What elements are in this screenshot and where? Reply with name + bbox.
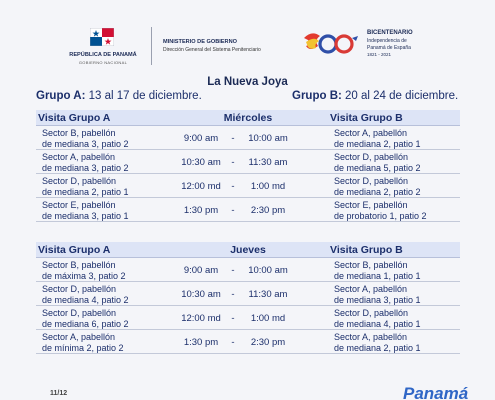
schedule-row xyxy=(36,198,460,222)
start-time: 9:00 am xyxy=(183,265,219,276)
bicentenary-years: 1821 - 2021 xyxy=(367,52,392,57)
group-b-location: Sector A, pabellón de mediana 3, patio 1 xyxy=(334,284,421,305)
panama-flag-icon xyxy=(90,28,114,46)
group-b-column-header: Visita Grupo B xyxy=(330,112,403,124)
end-time: 2:30 pm xyxy=(250,205,286,216)
start-time: 10:30 am xyxy=(181,157,221,168)
schedule-header xyxy=(36,110,460,126)
group-a-location: Sector B, pabellón de máxima 3, patio 2 xyxy=(42,260,126,281)
time-separator: - xyxy=(231,205,235,216)
time-separator: - xyxy=(231,133,235,144)
end-time: 10:00 am xyxy=(248,265,288,276)
republic-name: REPÚBLICA DE PANAMÁ xyxy=(69,52,137,58)
group-b-label: Grupo B: xyxy=(292,90,342,102)
group-b-location: Sector D, pabellón de mediana 4, patio 1 xyxy=(334,308,421,329)
ministry-subtitle: Dirección General del Sistema Penitenciario xyxy=(163,47,261,53)
group-b-dates xyxy=(292,90,458,102)
group-a-label: Grupo A: xyxy=(36,90,86,102)
start-time: 9:00 am xyxy=(183,133,219,144)
bicentenary-line-2: Panamá de España xyxy=(367,45,411,51)
end-time: 11:30 am xyxy=(248,289,288,300)
group-b-column-header: Visita Grupo B xyxy=(330,244,403,256)
schedule-row xyxy=(36,174,460,198)
time-separator: - xyxy=(231,181,235,192)
end-time: 10:00 am xyxy=(248,133,288,144)
start-time: 1:30 pm xyxy=(183,205,219,216)
group-a-location: Sector B, pabellón de mediana 3, patio 2 xyxy=(42,128,129,149)
bicentenary-line-1: Independencia de xyxy=(367,38,407,44)
group-b-location: Sector D, pabellón de mediana 2, patio 2 xyxy=(334,176,421,197)
end-time: 11:30 am xyxy=(248,157,288,168)
end-time: 1:00 md xyxy=(250,313,286,324)
time-separator: - xyxy=(231,265,235,276)
group-a-column-header: Visita Grupo A xyxy=(38,244,111,256)
group-a-column-header: Visita Grupo A xyxy=(38,112,111,124)
schedule-row xyxy=(36,150,460,174)
schedule-row xyxy=(36,330,460,354)
day-label: Jueves xyxy=(230,244,266,256)
group-a-location: Sector D, pabellón de mediana 4, patio 2 xyxy=(42,284,129,305)
group-a-location: Sector D, pabellón de mediana 6, patio 2 xyxy=(42,308,129,329)
end-time: 2:30 pm xyxy=(250,337,286,348)
group-b-location: Sector B, pabellón de mediana 1, patio 1 xyxy=(334,260,421,281)
republic-subtitle: GOBIERNO NACIONAL xyxy=(78,60,128,65)
panama-brand-logo: Panamá xyxy=(403,384,469,400)
group-a-range: 13 al 17 de diciembre. xyxy=(88,90,202,102)
ministry-name: MINISTERIO DE GOBIERNO xyxy=(163,39,237,45)
group-b-location: Sector A, pabellón de mediana 2, patio 1 xyxy=(334,332,421,353)
start-time: 10:30 am xyxy=(181,289,221,300)
end-time: 1:00 md xyxy=(250,181,286,192)
schedule-row xyxy=(36,306,460,330)
time-separator: - xyxy=(231,337,235,348)
header xyxy=(0,22,495,72)
schedule-row xyxy=(36,282,460,306)
group-a-dates xyxy=(36,90,202,102)
schedule-row xyxy=(36,126,460,150)
page-title: La Nueva Joya xyxy=(207,76,288,88)
header-divider xyxy=(151,27,152,65)
schedule-header xyxy=(36,242,460,258)
group-a-location: Sector E, pabellón de mediana 3, patio 1 xyxy=(42,200,129,221)
group-b-location: Sector A, pabellón de mediana 2, patio 1 xyxy=(334,128,421,149)
time-separator: - xyxy=(231,289,235,300)
schedule-thursday xyxy=(36,242,460,354)
start-time: 12:00 md xyxy=(181,181,221,192)
day-label: Miércoles xyxy=(223,112,273,124)
group-a-location: Sector A, pabellón de mínima 2, patio 2 xyxy=(42,332,124,353)
start-time: 12:00 md xyxy=(181,313,221,324)
page-number: 11/12 xyxy=(50,390,68,397)
group-a-location: Sector D, pabellón de mediana 2, patio 1 xyxy=(42,176,129,197)
time-separator: - xyxy=(231,313,235,324)
schedule-row xyxy=(36,258,460,282)
group-a-location: Sector A, pabellón de mediana 3, patio 2 xyxy=(42,152,129,173)
group-b-range: 20 al 24 de diciembre. xyxy=(345,90,459,102)
group-b-location: Sector D, pabellón de mediana 5, patio 2 xyxy=(334,152,421,173)
start-time: 1:30 pm xyxy=(183,337,219,348)
bicentenary-title: BICENTENARIO xyxy=(367,30,413,36)
time-separator: - xyxy=(231,157,235,168)
group-b-location: Sector E, pabellón de probatorio 1, patio 2 xyxy=(334,200,427,221)
schedule-wednesday xyxy=(36,110,460,222)
bicentenary-logo-icon xyxy=(302,28,360,60)
